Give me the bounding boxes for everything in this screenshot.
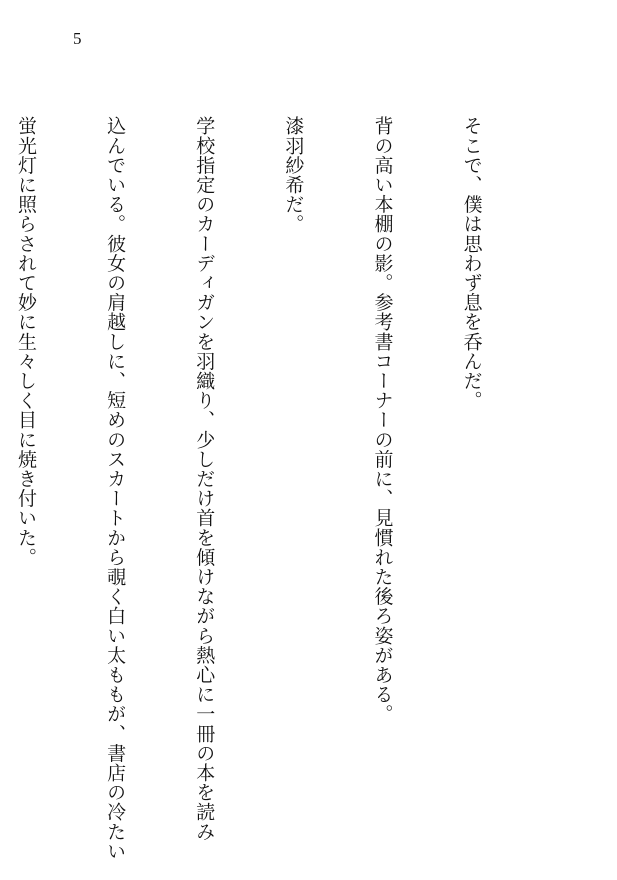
page-number: 5 (73, 29, 82, 48)
text-line: そこで、僕は思わず息を呑んだ。 (460, 116, 483, 410)
text-line: 背の高い本棚の影。参考書コーナーの前に、見慣れた後ろ姿がある。 (371, 116, 394, 724)
text-line: 学校指定のカーディガンを羽織り、少しだけ首を傾けながら熱心に一冊の本を読み (193, 116, 216, 842)
text-line: 漆羽紗希だ。 (282, 116, 305, 234)
text-line: 込んでいる。彼女の肩越しに、短めのスカートから覗く白い太ももが、書店の冷たい (104, 116, 127, 861)
text-line: 蛍光灯に照らされて妙に生々しく目に焼き付いた。 (15, 116, 38, 567)
novel-text-body (0, 116, 545, 861)
